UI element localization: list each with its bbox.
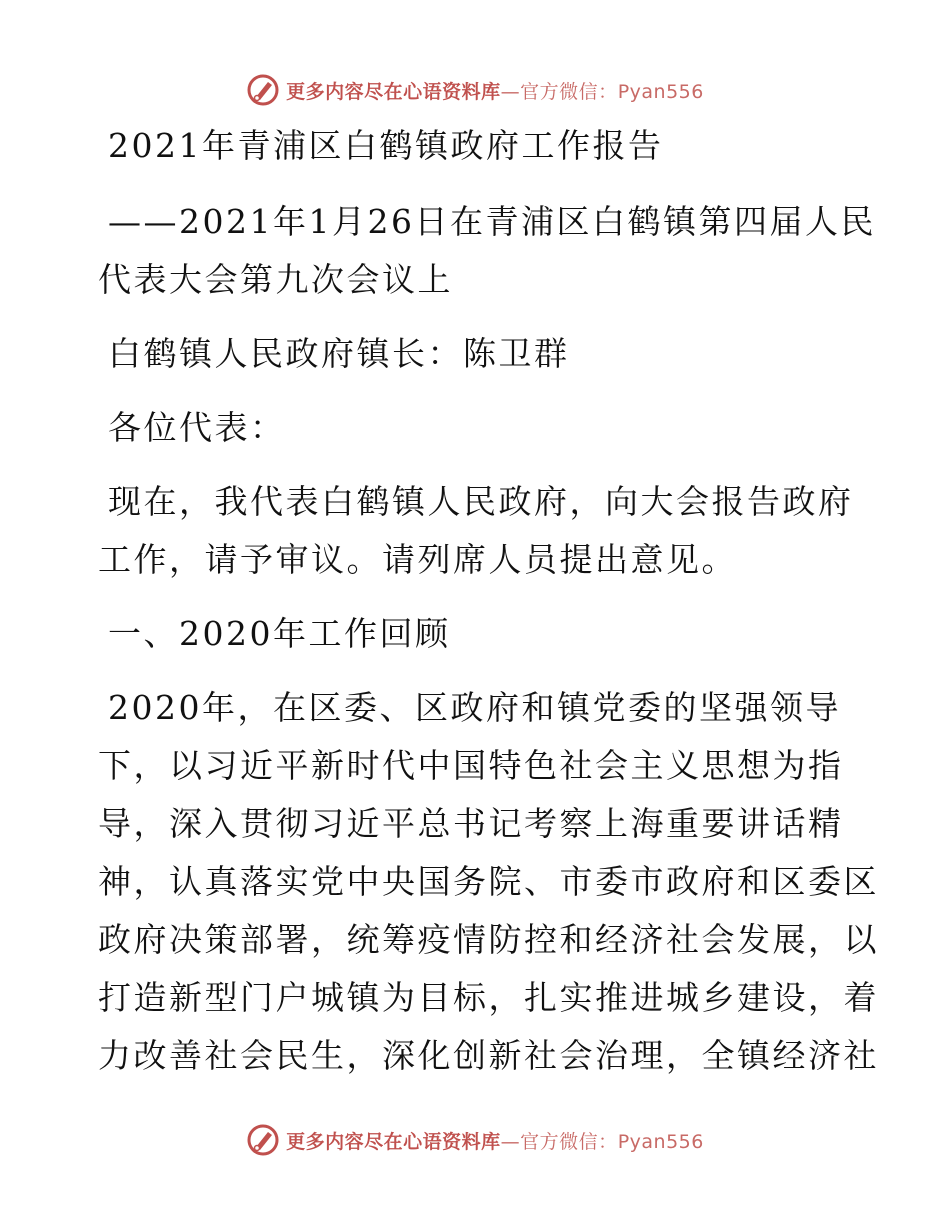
body-line-3: 导，深入贯彻习近平总书记考察上海重要讲话精	[98, 804, 844, 843]
watermark-text: 更多内容尽在心语资料库—官方微信：Pyan556	[286, 1130, 704, 1153]
document-title: 2021年青浦区白鹤镇政府工作报告	[108, 126, 664, 165]
body-line-5: 政府决策部署，统筹疫情防控和经济社会发展，以	[98, 920, 879, 959]
header-watermark	[0, 70, 950, 110]
intro-line-2: 工作，请予审议。请列席人员提出意见。	[98, 540, 737, 579]
body-line-4: 神，认真落实党中央国务院、市委市政府和区委区	[98, 862, 879, 901]
body-line-6: 打造新型门户城镇为目标，扎实推进城乡建设，着	[98, 978, 879, 1017]
section-heading: 一、2020年工作回顾	[108, 614, 451, 653]
stamp-pen-icon	[246, 73, 280, 107]
footer-watermark	[0, 1120, 950, 1160]
salutation: 各位代表：	[108, 408, 286, 447]
body-line-7: 力改善社会民生，深化创新社会治理，全镇经济社	[98, 1036, 879, 1075]
speaker-line: 白鹤镇人民政府镇长：陈卫群	[108, 334, 570, 373]
watermark-text: 更多内容尽在心语资料库—官方微信：Pyan556	[286, 80, 704, 103]
intro-line-1: 现在，我代表白鹤镇人民政府，向大会报告政府	[108, 482, 854, 521]
subtitle-line-2: 代表大会第九次会议上	[98, 260, 453, 299]
subtitle-line-1: ——2021年1月26日在青浦区白鹤镇第四届人民	[108, 202, 876, 241]
stamp-pen-icon	[246, 1123, 280, 1157]
body-line-2: 下，以习近平新时代中国特色社会主义思想为指	[98, 746, 844, 785]
body-line-1: 2020年，在区委、区政府和镇党委的坚强领导	[108, 688, 841, 727]
